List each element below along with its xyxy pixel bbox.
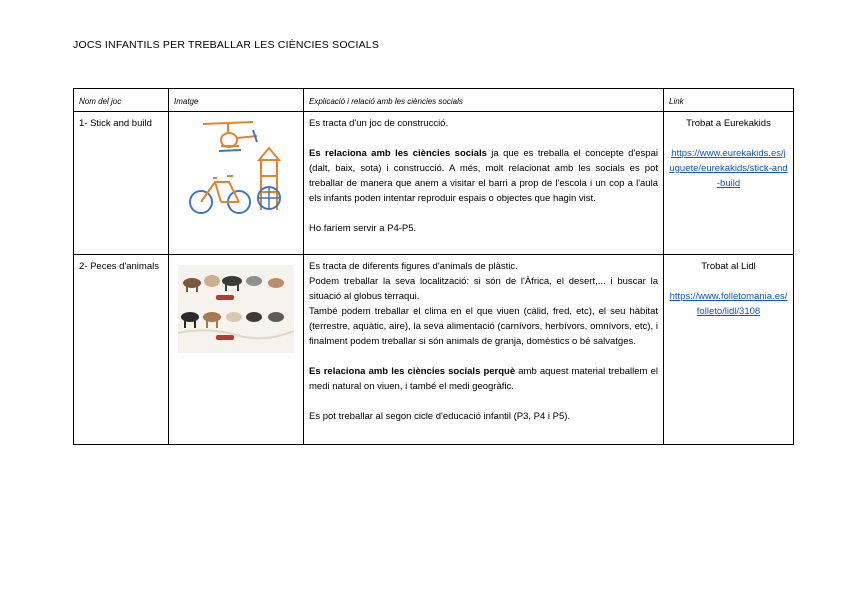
description-age: Ho faríem servir a P4-P5. (309, 223, 417, 234)
link-cell (664, 255, 794, 445)
table-header-row (74, 89, 794, 112)
game-image-cell (169, 255, 304, 445)
animal-figures-image (178, 261, 294, 356)
game-description (304, 255, 664, 445)
header-explanation: Explicació i relació amb les ciències socials (304, 89, 664, 112)
game-name: 1- Stick and build (74, 112, 169, 255)
description-climate: També podem treballar el clima en el que viuen (càlid, fred, etc), el seu hàbitat (terrestre, aquàtic, aire), la seva alimentació (carnívors, herbívors, omnívors, etc), i finalment podem treballar si són animals de granja, domèstics o bé salvatges. (309, 306, 658, 347)
product-link[interactable]: https://www.folletomania.es/folleto/lidl/3108 (669, 291, 788, 317)
game-name: 2- Peces d'animals (74, 255, 169, 445)
product-link[interactable]: https://www.eurekakids.es/juguete/eurekakids/stick-and-build (669, 148, 788, 189)
description-relation (309, 364, 658, 394)
source-label: Trobat a Eurekakids (686, 118, 771, 129)
description-location: Podem treballar la seva localització: si són de l'Àfrica, el desert,... i buscar la situació al globus terraqui. (309, 276, 658, 302)
source-label: Trobat al Lidl (701, 261, 756, 272)
description-age: Es pot treballar al segon cicle d'educació infantil (P3, P4 i P5). (309, 411, 571, 422)
relation-text: amb aquest material treballem el medi natural on viuen, i també el medi geogràfic. (309, 366, 658, 392)
relation-heading: Es relaciona amb les ciències socials perquè (309, 366, 516, 377)
game-description (304, 112, 664, 255)
description-intro: Es tracta de diferents figures d'animals de plàstic. (309, 261, 518, 272)
games-table (73, 88, 794, 445)
game-image-cell (169, 112, 304, 255)
header-image: Imatge (169, 89, 304, 112)
document-title: JOCS INFANTILS PER TREBALLAR LES CIÈNCIES SOCIALS (73, 39, 380, 51)
link-cell (664, 112, 794, 255)
header-name: Nom del joc (74, 89, 169, 112)
table-row (74, 112, 794, 255)
relation-text: ja que es treballa el concepte d'espai (dalt, baix, sota) i construcció. A més, molt relacionat amb les socials es pot treballar de manera que anem a visitar el barri a prop de l'escola i un cop a l'aula els infants poden intentar reproduir espais o objectes que hagin vist. (309, 148, 658, 204)
relation-heading: Es relaciona amb les ciències socials (309, 148, 487, 159)
stick-and-build-image (181, 118, 291, 218)
description-intro: Es tracta d'un joc de construcció. (309, 118, 449, 129)
header-link: Link (664, 89, 794, 112)
table-row (74, 255, 794, 445)
description-relation (309, 146, 658, 206)
